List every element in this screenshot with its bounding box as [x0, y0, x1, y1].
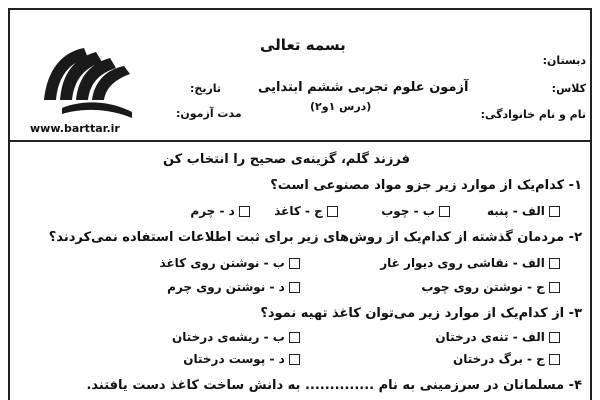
q3-option-a[interactable]: الف - تنه‌ی درختان — [435, 330, 560, 344]
name-label: نام و نام خانوادگی: — [480, 108, 586, 121]
checkbox[interactable] — [289, 354, 300, 365]
question-3-text: ۳- از کدام‌یک از موارد زیر می‌توان کاغذ تهیه نمود؟ — [260, 306, 582, 321]
checkbox[interactable] — [327, 206, 338, 217]
checkbox[interactable] — [549, 258, 560, 269]
checkbox[interactable] — [289, 258, 300, 269]
q1-option-b[interactable]: ب - چوب — [381, 204, 450, 218]
checkbox[interactable] — [549, 282, 560, 293]
instruction-text: فرزند گلم، گزینه‌ی صحیح را انتخاب کن — [162, 152, 410, 167]
checkbox[interactable] — [289, 282, 300, 293]
header-divider — [8, 140, 592, 142]
q3-option-c[interactable]: ج - برگ درختان — [453, 352, 560, 366]
checkbox[interactable] — [549, 332, 560, 343]
checkbox[interactable] — [289, 332, 300, 343]
q2-option-a[interactable]: الف - نقاشی روی دیوار غار — [380, 256, 560, 270]
question-1-text: ۱- کدام‌یک از موارد زیر جزو مواد مصنوعی است؟ — [270, 178, 582, 193]
checkbox[interactable] — [239, 206, 250, 217]
q2-option-b[interactable]: ب - نوشتن روی کاغذ — [160, 256, 300, 270]
checkbox[interactable] — [439, 206, 450, 217]
logo-url: www.barttar.ir — [30, 122, 120, 135]
checkbox[interactable] — [549, 354, 560, 365]
q1-option-a[interactable]: الف - پنبه — [487, 204, 560, 218]
q1-option-d[interactable]: د - چرم — [190, 204, 250, 218]
q2-option-c[interactable]: ج - نوشتن روی چوب — [421, 280, 560, 294]
barttar-logo-icon — [22, 40, 152, 130]
q1-option-c[interactable]: ج - کاغذ — [274, 204, 338, 218]
question-4-text: ۴- مسلمانان در سرزمینی به نام .............. به دانش ساخت کاغذ دست یافتند. — [86, 378, 582, 393]
exam-title: آزمون علوم تجربی ششم ابتدایی — [258, 80, 469, 95]
question-2-text: ۲- مردمان گذشته از کدام‌یک از روش‌های زیر برای ثبت اطلاعات استفاده نمی‌کردند؟ — [48, 230, 582, 245]
q3-option-d[interactable]: د - پوست درختان — [183, 352, 300, 366]
q3-option-b[interactable]: ب - ریشه‌ی درختان — [172, 330, 300, 344]
school-label: دبستان: — [542, 54, 586, 67]
date-label: تاریخ: — [190, 82, 222, 95]
checkbox[interactable] — [549, 206, 560, 217]
duration-label: مدت آزمون: — [176, 107, 242, 120]
q2-option-d[interactable]: د - نوشتن روی چرم — [167, 280, 300, 294]
lessons-label: (درس ۱و۲) — [310, 100, 372, 113]
class-label: کلاس: — [551, 82, 586, 95]
page-title: بسمه تعالی — [260, 36, 346, 54]
